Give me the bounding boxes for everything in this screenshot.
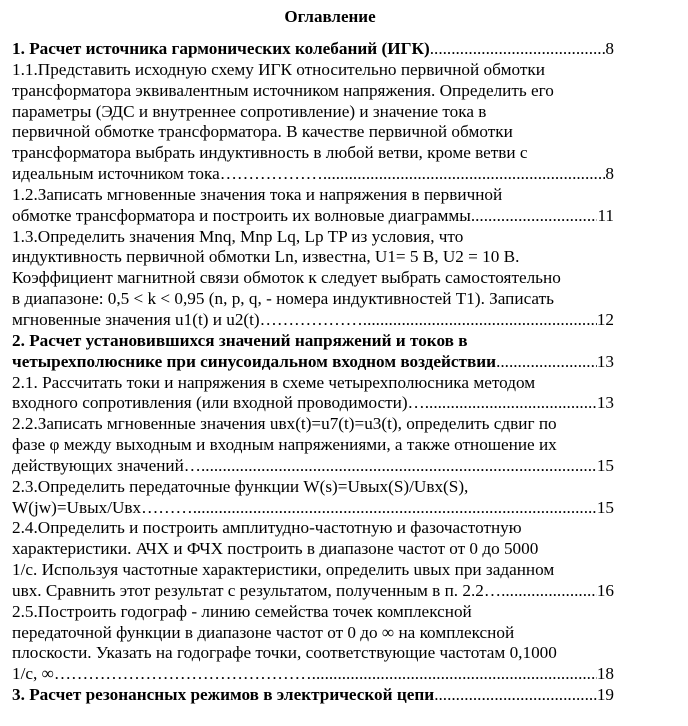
toc-entry-line: [12, 560, 614, 581]
toc-entry-line: [12, 685, 614, 706]
toc-entry-text: первичной обмотке трансформатора. В качестве первичной обмотки: [12, 122, 513, 142]
toc-entry-line: [12, 81, 614, 102]
toc-page-number: 15: [596, 497, 614, 517]
toc-entry-line: [12, 518, 614, 539]
toc-entry-line: [12, 185, 614, 206]
toc-entry-text: плоскости. Указать на годографе точки, соответствующие частотам 0,1000: [12, 643, 557, 663]
toc-entry-text: передаточной функции в диапазоне частот от 0 до ∞ на комплексной: [12, 622, 515, 642]
toc-page-number: 8: [605, 164, 614, 184]
toc-entry[interactable]: [12, 60, 614, 185]
toc-entry-text: четырехполюснике при синусоидальном входном воздействии: [12, 351, 497, 371]
toc-entry-text: 3. Расчет резонансных режимов в электрической цепи: [12, 685, 435, 705]
toc-entry-text: Коэффициент магнитной связи обмоток к следует выбрать самостоятельно: [12, 268, 561, 288]
toc-entry-line: [12, 393, 614, 414]
toc-entry-text: трансформатора эквивалентным источником напряжения. Определить его: [12, 80, 554, 100]
toc-entry[interactable]: [12, 602, 614, 685]
dot-leader: [430, 39, 606, 60]
toc-entry-text: идеальным источником тока………………: [12, 164, 323, 184]
toc-entry-line: [12, 143, 614, 164]
toc-entry-line: [12, 60, 614, 81]
toc-page-number: 13: [596, 393, 614, 413]
toc-entry-line: [12, 206, 614, 227]
dot-leader: [471, 206, 598, 227]
toc-entry-line: [12, 456, 614, 477]
toc-page-number: 19: [596, 685, 614, 705]
toc-entry-text: 1.1.Представить исходную схему ИГК относительно первичной обмотки: [12, 59, 545, 79]
toc-entry-line: [12, 539, 614, 560]
dot-leader: [193, 498, 597, 519]
toc-entry-text: мгновенные значения u1(t) и u2(t)………………: [12, 309, 363, 329]
table-of-contents: [12, 39, 614, 706]
toc-title: Оглавление: [284, 7, 376, 26]
toc-entry-text: параметры (ЭДС и внутреннее сопротивление) и значение тока в: [12, 101, 487, 121]
dot-leader: [323, 164, 606, 185]
toc-entry-line: [12, 414, 614, 435]
toc-page-number: 18: [596, 664, 614, 684]
toc-entry-line: [12, 373, 614, 394]
toc-entry-text: 2. Расчет установившихся значений напряжений и токов в: [12, 330, 468, 350]
toc-page-number: 11: [597, 205, 614, 225]
dot-leader: [496, 352, 597, 373]
toc-entry-text: 2.2.Записать мгновенные значения uвх(t)=u7(t)=u3(t), определить сдвиг по: [12, 414, 557, 434]
toc-entry-line: [12, 227, 614, 248]
toc-entry-line: [12, 602, 614, 623]
toc-entry[interactable]: [12, 39, 614, 60]
toc-entry-text: характеристики. АЧХ и ФЧХ построить в диапазоне частот от 0 до 5000: [12, 539, 539, 559]
toc-entry-text: 2.1. Рассчитать токи и напряжения в схеме четырехполюсника методом: [12, 372, 536, 392]
toc-entry-text: действующих значений…: [12, 455, 201, 475]
toc-entry-line: [12, 102, 614, 123]
toc-entry-text: 2.3.Определить передаточные функции W(s)=Uвых(S)/Uвх(S),: [12, 476, 469, 496]
toc-entry[interactable]: [12, 227, 614, 331]
toc-entry-text: W(jw)=Uвых/Uвх………: [12, 497, 193, 517]
toc-entry-text: 2.5.Построить годограф - линию семейства точек комплексной: [12, 601, 472, 621]
toc-entry-text: в диапазоне: 0,5 < k < 0,95 (n, p, q, - номера индуктивностей T1). Записать: [12, 289, 554, 309]
toc-page-number: 15: [596, 455, 614, 475]
toc-page-number: 16: [596, 580, 614, 600]
toc-entry-text: 1.3.Определить значения Mnq, Mnp Lq, Lp TP из условия, что: [12, 226, 464, 246]
toc-entry-line: [12, 477, 614, 498]
toc-entry-text: 1/с, ∞………………………………………: [12, 664, 312, 684]
toc-entry-line: [12, 289, 614, 310]
toc-page-number: 8: [605, 39, 614, 58]
toc-entry-line: [12, 581, 614, 602]
toc-entry[interactable]: [12, 185, 614, 227]
toc-entry[interactable]: [12, 518, 614, 601]
dot-leader: [201, 456, 597, 477]
toc-entry[interactable]: [12, 414, 614, 477]
toc-entry-text: обмотке трансформатора и построить их волновые диаграммы: [12, 205, 471, 225]
toc-entry-text: 1.2.Записать мгновенные значения тока и напряжения в первичной: [12, 184, 503, 204]
toc-entry-text: 1/с. Используя частотные характеристики, определить uвых при заданном: [12, 560, 555, 580]
toc-entry-line: [12, 643, 614, 664]
dot-leader: [501, 581, 597, 602]
toc-entry-line: [12, 39, 614, 60]
toc-entry-text: индуктивность первичной обмотки Ln, известна, U1= 5 В, U2 = 10 В.: [12, 247, 520, 267]
toc-entry-line: [12, 268, 614, 289]
dot-leader: [425, 393, 597, 414]
toc-entry-line: [12, 247, 614, 268]
toc-entry-text: 2.4.Определить и построить амплитудно-частотную и фазочастотную: [12, 518, 522, 538]
toc-entry[interactable]: [12, 477, 614, 519]
toc-entry-line: [12, 664, 614, 685]
toc-entry[interactable]: [12, 373, 614, 415]
toc-entry[interactable]: [12, 685, 614, 706]
toc-entry-text: uвх. Сравнить этот результат с результатом, полученным в п. 2.2…: [12, 580, 502, 600]
toc-entry-line: [12, 122, 614, 143]
dot-leader: [312, 664, 597, 685]
toc-page-number: 12: [596, 309, 614, 329]
dot-leader: [434, 685, 597, 706]
toc-entry-text: фазе φ между выходным и входным напряжениями, а также отношение их: [12, 435, 557, 455]
toc-entry-line: [12, 331, 614, 352]
toc-entry-text: 1. Расчет источника гармонических колебаний (ИГК): [12, 39, 430, 58]
toc-entry-line: [12, 352, 614, 373]
dot-leader: [363, 310, 597, 331]
toc-entry-text: трансформатора выбрать индуктивность в любой ветви, кроме ветви с: [12, 143, 528, 163]
toc-entry-line: [12, 435, 614, 456]
toc-entry-text: входного сопротивления (или входной проводимости)…: [12, 393, 425, 413]
toc-entry-line: [12, 310, 614, 331]
toc-entry-line: [12, 498, 614, 519]
toc-entry[interactable]: [12, 331, 614, 373]
toc-entry-line: [12, 164, 614, 185]
toc-entry-line: [12, 623, 614, 644]
toc-page-number: 13: [596, 351, 614, 371]
